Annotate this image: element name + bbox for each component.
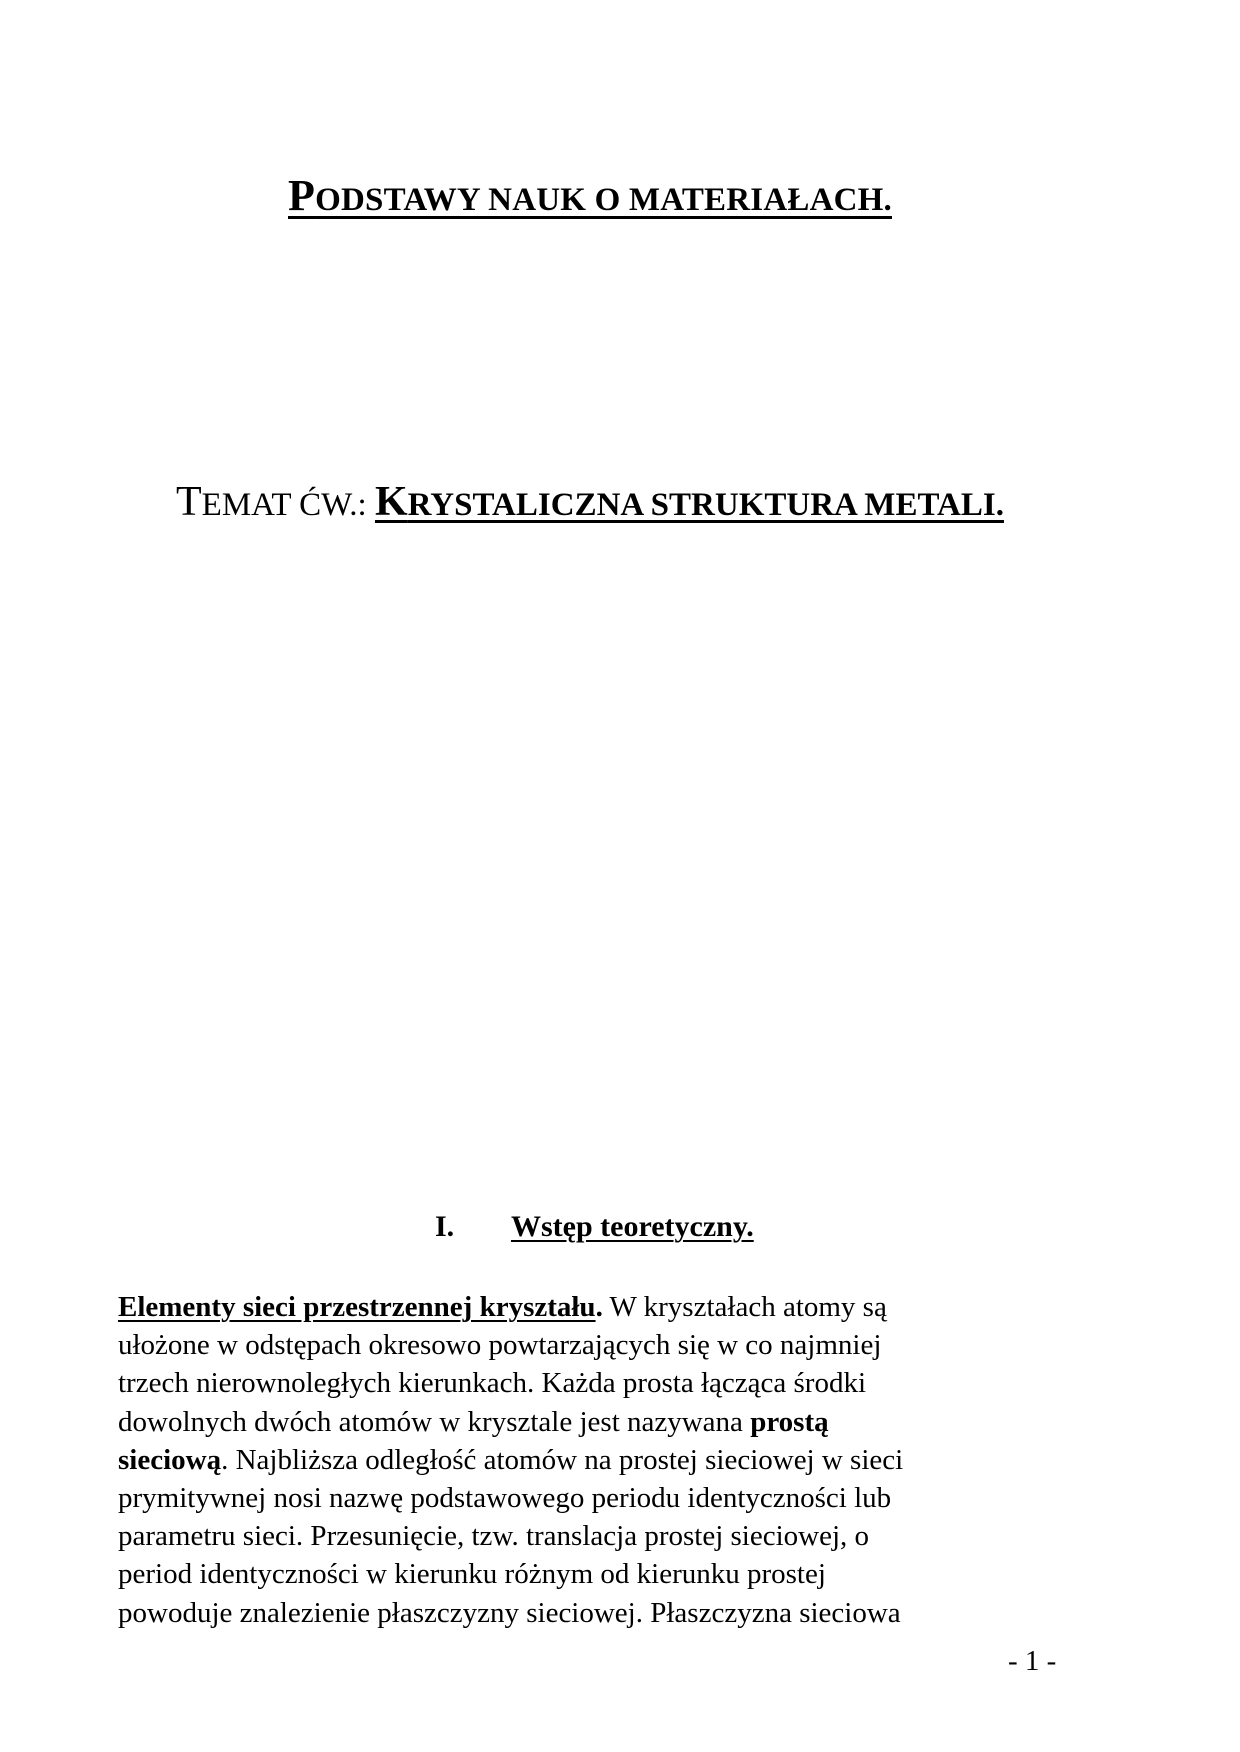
paragraph-line: sieciową. Najbliższa odległość atomów na prostej sieciowej w sieci [118, 1443, 904, 1476]
bold-term: sieciową [118, 1443, 222, 1476]
paragraph-line: Elementy sieci przestrzennej kryształu. W kryształach atomy są [118, 1291, 887, 1323]
paragraph-line: parametru sieci. Przesunięcie, tzw. translacja prostej sieciowej, o [118, 1520, 870, 1553]
section-number: I. [435, 1210, 455, 1243]
paragraph-line: dowolnych dwóch atomów w krysztale jest nazywana prostą [118, 1405, 829, 1438]
paragraph-line: ułożone w odstępach okresowo powtarzających się w co najmniej [118, 1329, 882, 1362]
section-title: Wstęp teoretyczny. [511, 1210, 754, 1243]
topic-value: KRYSTALICZNA STRUKTURA METALI. [374, 479, 1004, 525]
page-number: - 1 - [1008, 1645, 1057, 1677]
paragraph-lead-term: Elementy sieci przestrzennej kryształu [118, 1291, 596, 1323]
paragraph-line: period identyczności w kierunku różnym od kierunku prostej [118, 1558, 826, 1591]
section-heading [435, 1210, 754, 1244]
exercise-topic [0, 478, 1180, 526]
body-paragraph [118, 1288, 1038, 1632]
paragraph-line: powoduje znalezienie płaszczyzny sieciowej. Płaszczyzna sieciowa [118, 1596, 901, 1629]
document-title: PODSTAWY NAUK O MATERIAŁACH. [288, 171, 892, 220]
paragraph-line: prymitywnej nosi nazwę podstawowego periodu identyczności lub [118, 1482, 892, 1515]
topic-label: TEMAT ĆW.: [176, 479, 375, 525]
paragraph-line: trzech nierownoległych kierunkach. Każda prosta łącząca środki [118, 1367, 867, 1400]
bold-term: prostą [750, 1405, 829, 1438]
